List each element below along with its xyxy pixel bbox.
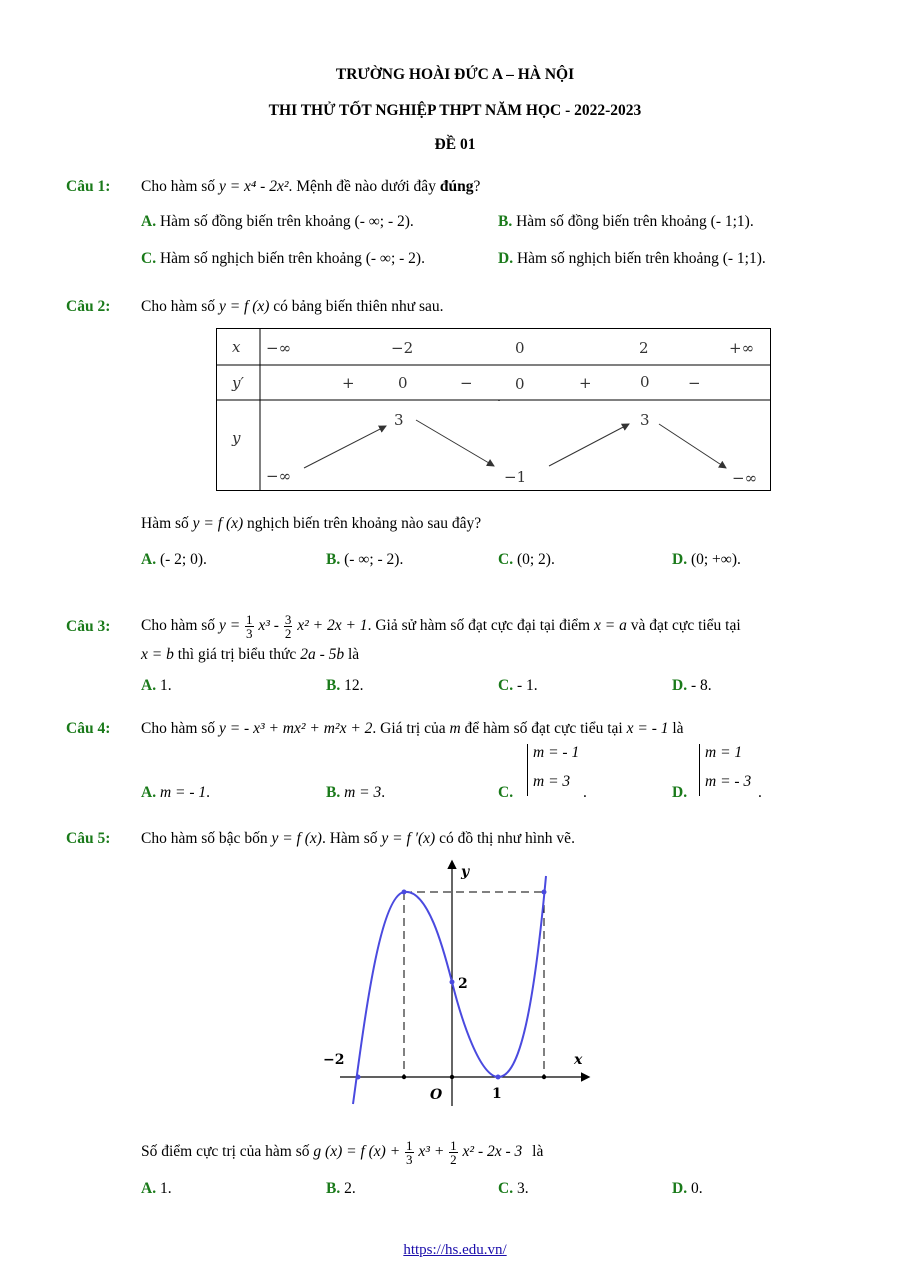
option-value: 0 [690, 1180, 699, 1197]
q4-number: Câu 4: [66, 720, 111, 737]
q4-function: y = - x³ + mx² + m²x + 2 [218, 720, 373, 737]
table-x-value: 2 [639, 339, 649, 357]
q2-question-suffix: nghịch biến trên khoảng nào sau đây? [247, 515, 482, 532]
graph-point [450, 980, 455, 985]
q5-option-d[interactable] [672, 1180, 703, 1198]
q5-term-1: x³ + [418, 1143, 445, 1160]
q3-suffix: . Giả sử hàm số đạt cực đại tại điểm [367, 617, 591, 634]
axis-point [402, 1075, 406, 1079]
graph-tick-2: 2 [458, 976, 468, 992]
q5-suffix: có đồ thị như hình vẽ. [439, 830, 575, 847]
graph-point [356, 1075, 361, 1080]
derivative-curve [353, 876, 546, 1104]
option-label: B. [326, 1180, 341, 1197]
q4-prefix: Cho hàm số [141, 720, 216, 737]
option-label: A. [141, 551, 157, 568]
q3-mid: và đạt cực tiểu tại [630, 617, 741, 634]
option-label: C. [498, 677, 514, 694]
option-end: . [167, 1180, 172, 1197]
q1-option-d[interactable] [498, 250, 766, 268]
derivative-graph [320, 856, 600, 1112]
q1-option-a[interactable] [141, 213, 414, 231]
q5-fraction-2: $\frac{1}{2}$ [450, 1137, 457, 1167]
table-x-value: −∞ [266, 339, 292, 357]
option-interval: (- ∞; - 2) [354, 213, 410, 230]
q5-option-b[interactable] [326, 1180, 356, 1198]
option-end: . [698, 1180, 703, 1197]
option-end: . [359, 677, 364, 694]
q4-option-d-label[interactable]: D. [672, 784, 688, 801]
q2-function: y = f (x) [218, 298, 270, 315]
q5-term-2: x² - 2x - 3 [462, 1143, 523, 1160]
table-arrow-down [416, 420, 494, 466]
option-text: Hàm số đồng biến trên khoảng [159, 213, 351, 230]
q1-option-b[interactable] [498, 213, 754, 231]
table-y-value: 3 [394, 411, 404, 429]
q4-c-bracket [527, 744, 528, 796]
footer-link[interactable]: https://hs.edu.vn/ [403, 1242, 507, 1258]
q5-question-prefix: Số điểm cực trị của hàm số [141, 1143, 310, 1160]
option-label: A. [141, 677, 157, 694]
q3-xb: x = b [141, 646, 174, 663]
q4-xv: x = - 1 [626, 720, 669, 737]
q1-function: y = x⁴ - 2x² [218, 178, 289, 195]
graph-tick-minus2: −2 [323, 1052, 345, 1068]
exam-code: ĐỀ 01 [434, 136, 476, 153]
q2-option-a[interactable] [141, 551, 207, 569]
q5-derivative: y = f ′(x) [381, 830, 436, 847]
option-value: m = - 1 [159, 784, 207, 801]
option-label: A. [141, 213, 157, 230]
graph-x-label: x [574, 1052, 583, 1068]
option-label: A. [141, 784, 157, 801]
q2-question-function: y = f (x) [192, 515, 244, 532]
q2-question-prefix: Hàm số [141, 515, 189, 532]
table-sign: 0 [640, 373, 650, 391]
q2-number: Câu 2: [66, 298, 111, 315]
option-value: - 8 [690, 677, 708, 694]
q3-option-b[interactable] [326, 677, 363, 695]
q1-suffix: . Mệnh đề nào dưới đây [288, 178, 440, 195]
q4-d-bracket [699, 744, 700, 796]
option-end: . [203, 551, 207, 568]
option-text: Hàm số nghịch biến trên khoảng [159, 250, 362, 267]
option-value: 3 [516, 1180, 525, 1197]
exam-title: THI THỬ TỐT NGHIỆP THPT NĂM HỌC - 2022-2023 [268, 102, 642, 119]
option-value: 1 [159, 1180, 168, 1197]
table-arrow-down [659, 424, 726, 468]
option-label: B. [326, 677, 341, 694]
q3-stem [141, 604, 741, 648]
option-label: D. [672, 677, 688, 694]
table-sign: − [688, 374, 701, 392]
option-end: . [351, 1180, 356, 1197]
axis-point [542, 1075, 546, 1079]
q1-option-c[interactable] [141, 250, 425, 268]
q5-function: y = f (x) [271, 830, 322, 847]
q1-qmark: ? [473, 178, 481, 195]
graph-y-label: y [461, 864, 470, 880]
q4-d-line1: m = 1 [705, 744, 743, 761]
option-label: C. [498, 1180, 514, 1197]
q5-prefix: Cho hàm số bậc bốn [141, 830, 268, 847]
table-y-label: y [232, 429, 241, 447]
option-label: B. [498, 213, 513, 230]
axis-point [450, 1075, 454, 1079]
q4-mid2: để hàm số đạt cực tiểu tại [464, 720, 623, 737]
option-end: . [524, 1180, 529, 1197]
option-text: Hàm số đồng biến trên khoảng [516, 213, 707, 230]
q4-option-b[interactable] [326, 784, 385, 802]
option-label: C. [498, 551, 514, 568]
option-end: . [409, 213, 414, 230]
table-y-value: −∞ [266, 467, 292, 485]
q4-d-end: . [758, 784, 762, 801]
q4-c-end: . [583, 784, 587, 801]
option-label: D. [498, 250, 514, 267]
q4-c-line2: m = 3 [533, 773, 571, 790]
q1-keyword: đúng [439, 178, 474, 195]
option-end: . [167, 677, 172, 694]
option-value: 12 [344, 677, 360, 694]
q1-prefix: Cho hàm số [141, 178, 216, 195]
option-label: B. [326, 551, 341, 568]
q3-term-1: x³ - [258, 617, 279, 634]
table-sign: 0 [398, 374, 408, 392]
option-value: (0; +∞) [690, 551, 737, 568]
q3-option-c[interactable] [498, 677, 538, 695]
q5-fraction-1: $\frac{1}{3}$ [406, 1137, 413, 1167]
q3-option-a[interactable] [141, 677, 172, 695]
graph-point [402, 890, 407, 895]
table-y-value: 3 [640, 411, 650, 429]
table-x-value: 0 [515, 339, 525, 357]
q3-la: là [348, 646, 360, 663]
option-label: C. [141, 250, 157, 267]
option-end: . [533, 677, 538, 694]
q3-fraction-1: $\frac{1}{3}$ [246, 611, 253, 641]
option-end: . [749, 213, 754, 230]
q5-option-c[interactable] [498, 1180, 529, 1198]
q4-mid: . Giá trị của [372, 720, 446, 737]
q3-stem-line2 [141, 646, 359, 664]
option-value: (- ∞; - 2) [344, 551, 400, 568]
graph-point [496, 1075, 501, 1080]
table-y-value: −1 [504, 468, 527, 486]
table-x-label: x [232, 338, 241, 356]
option-text: Hàm số nghịch biến trên khoảng [516, 250, 719, 267]
option-interval: (- ∞; - 2) [365, 250, 422, 267]
option-value: (- 2; 0) [159, 551, 203, 568]
option-end: . [737, 551, 741, 568]
q4-la: là [672, 720, 684, 737]
q3-func-y: y = [218, 617, 241, 634]
option-interval: (- 1;1) [722, 250, 762, 267]
table-sign: + [342, 374, 355, 392]
q5-mid: . Hàm số [321, 830, 378, 847]
q2-option-b[interactable] [326, 551, 403, 569]
q3-term-2: x² + 2x + 1 [297, 617, 368, 634]
q2-option-d[interactable] [672, 551, 741, 569]
table-sign: − [460, 374, 473, 392]
q4-c-line1: m = - 1 [533, 744, 580, 761]
q4-m: m [449, 720, 461, 737]
option-label: B. [326, 784, 341, 801]
option-end: . [421, 250, 425, 267]
q5-g-function: g (x) = f (x) + [313, 1143, 401, 1160]
q2-prefix: Cho hàm số [141, 298, 216, 315]
q5-question [141, 1130, 543, 1174]
table-sign: 0 [515, 375, 525, 393]
option-label: D. [672, 551, 688, 568]
option-end: . [707, 677, 712, 694]
q2-question [141, 515, 481, 533]
graph-point [542, 890, 547, 895]
table-x-value: −2 [391, 339, 414, 357]
q3-prefix: Cho hàm số [141, 617, 216, 634]
q4-option-a[interactable] [141, 784, 210, 802]
table-arrow-up [549, 424, 629, 466]
option-interval: (- 1;1) [710, 213, 750, 230]
q2-suffix: có bảng biến thiên như sau. [273, 298, 444, 315]
q2-stem [141, 298, 444, 316]
option-value: (0; 2) [516, 551, 551, 568]
table-arrow-up [304, 426, 386, 468]
graph-origin-label: O [430, 1087, 443, 1103]
graph-tick-1: 1 [492, 1086, 502, 1102]
school-name: TRƯỜNG HOÀI ĐỨC A – HÀ NỘI [335, 66, 575, 83]
table-sign: + [579, 374, 592, 392]
q1-number: Câu 1: [66, 178, 111, 195]
option-value: m = 3 [344, 784, 382, 801]
q1-stem [141, 178, 480, 196]
option-end: . [761, 250, 766, 267]
table-y-value: −∞ [732, 469, 758, 487]
q5-number: Câu 5: [66, 830, 111, 847]
option-end: . [381, 784, 386, 801]
table-x-value: +∞ [729, 339, 755, 357]
option-end: . [206, 784, 211, 801]
q3-fraction-2: $\frac{3}{2}$ [284, 611, 292, 641]
table-yprime-label: y′ [232, 374, 244, 392]
option-value: 2 [344, 1180, 352, 1197]
q2-option-c[interactable] [498, 551, 555, 569]
q3-expression: 2a - 5b [300, 646, 345, 663]
q3-xa: x = a [594, 617, 627, 634]
q3-number: Câu 3: [66, 618, 111, 635]
option-end: . [399, 551, 404, 568]
q5-stem [141, 830, 575, 848]
option-label: A. [141, 1180, 157, 1197]
q3-line2: thì giá trị biểu thức [177, 646, 297, 663]
option-end: . [550, 551, 555, 568]
q3-option-d[interactable] [672, 677, 712, 695]
q5-option-a[interactable] [141, 1180, 172, 1198]
q4-d-line2: m = - 3 [705, 773, 752, 790]
q5-question-suffix: là [532, 1143, 544, 1160]
q4-option-c-label[interactable]: C. [498, 784, 514, 801]
option-value: - 1 [516, 677, 534, 694]
variation-table [216, 328, 772, 492]
option-label: D. [672, 1180, 688, 1197]
option-value: 1 [159, 677, 168, 694]
q4-stem [141, 720, 684, 738]
